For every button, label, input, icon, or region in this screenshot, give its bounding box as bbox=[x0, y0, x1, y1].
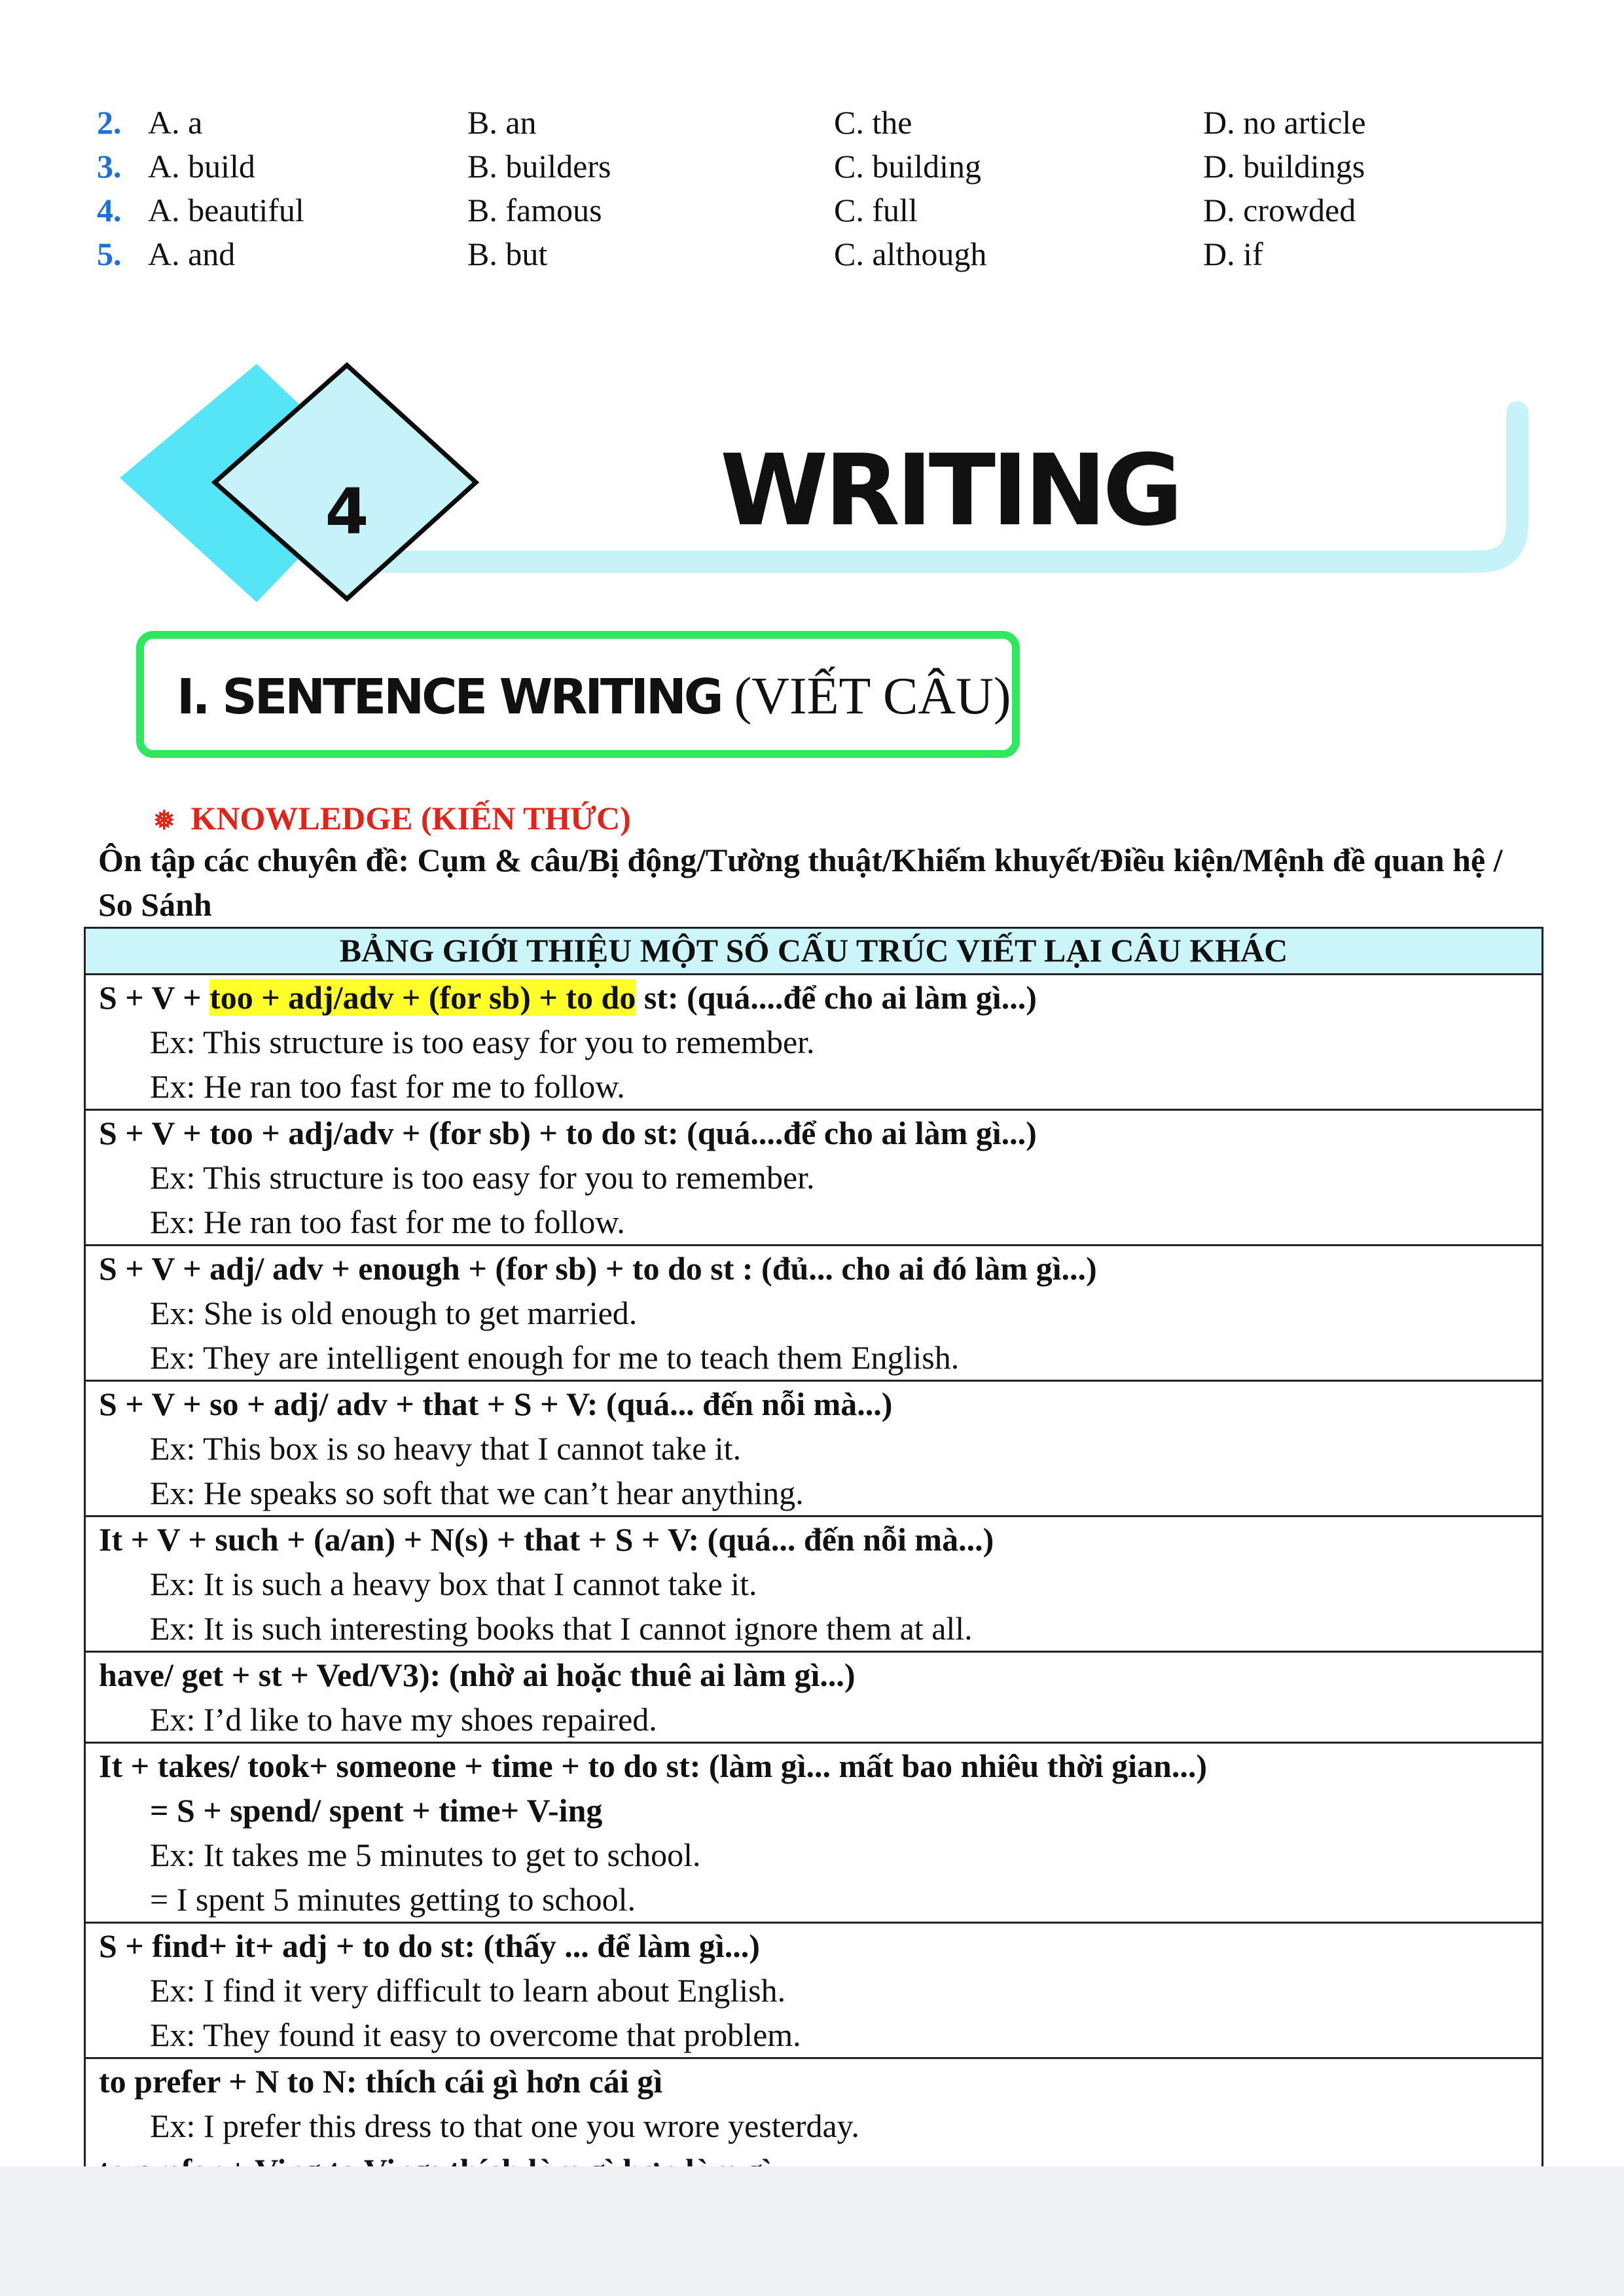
subsection-title-sub: (VIẾT CÂU) bbox=[734, 668, 1011, 725]
table-row bbox=[85, 1110, 1543, 1246]
table-row bbox=[85, 975, 1543, 1110]
example-line: Ex: This box is so heavy that I cannot take it. bbox=[150, 1430, 742, 1467]
question-number: 5. bbox=[97, 236, 122, 272]
flower-bullet-icon: ❅ bbox=[153, 806, 175, 835]
structure-line: S + V + so + adj/ adv + that + S + V: (quá... đến nỗi mà...) bbox=[99, 1386, 893, 1422]
example-line: Ex: He ran too fast for me to follow. bbox=[150, 1204, 625, 1240]
example-line: = I spent 5 minutes getting to school. bbox=[150, 1881, 636, 1918]
option-c: C. although bbox=[834, 236, 987, 272]
example-line: Ex: They found it easy to overcome that problem. bbox=[150, 2017, 801, 2053]
option-d: D. if bbox=[1203, 236, 1263, 272]
structure-line: S + find+ it+ adj + to do st: (thấy ... để làm gì...) bbox=[99, 1928, 760, 1964]
example-line: Ex: He ran too fast for me to follow. bbox=[150, 1068, 625, 1105]
option-b: B. but bbox=[467, 236, 548, 272]
section-number: 4 bbox=[325, 475, 369, 548]
structure-line: to prefer + N to N: thích cái gì hơn cái gì bbox=[99, 2063, 663, 2100]
structure-line: It + takes/ took+ someone + time + to do st: (làm gì... mất bao nhiêu thời gian...) bbox=[99, 1748, 1208, 1784]
knowledge-heading bbox=[153, 797, 631, 842]
knowledge-label: KNOWLEDGE (KIẾN THỨC) bbox=[190, 800, 631, 836]
option-c: C. full bbox=[834, 192, 918, 228]
option-d: D. crowded bbox=[1203, 192, 1356, 228]
example-line: Ex: It is such a heavy box that I cannot take it. bbox=[150, 1566, 757, 1602]
option-row bbox=[0, 145, 1506, 188]
question-number: 3. bbox=[97, 148, 122, 185]
option-a: A. build bbox=[148, 148, 255, 185]
question-number: 4. bbox=[97, 192, 122, 228]
page-bottom-margin bbox=[0, 2166, 1624, 2296]
option-c: C. building bbox=[834, 148, 982, 185]
example-line: Ex: It is such interesting books that I cannot ignore them at all. bbox=[150, 1610, 973, 1647]
table-row bbox=[85, 1381, 1543, 1516]
option-row bbox=[0, 232, 1506, 276]
section-header bbox=[0, 353, 1624, 609]
example-line: Ex: He speaks so soft that we can’t hear anything. bbox=[150, 1475, 804, 1511]
subsection-box bbox=[136, 631, 1020, 758]
example-line: Ex: I’d like to have my shoes repaired. bbox=[150, 1701, 657, 1738]
option-a: A. and bbox=[148, 236, 236, 272]
option-a: A. beautiful bbox=[148, 192, 304, 228]
structure-line: It + V + such + (a/an) + N(s) + that + S + V: (quá... đến nỗi mà...) bbox=[99, 1521, 994, 1558]
option-c: C. the bbox=[834, 104, 912, 141]
subsection-title bbox=[177, 657, 1011, 736]
structure-line: have/ get + st + Ved/V3): (nhờ ai hoặc thuê ai làm gì...) bbox=[99, 1657, 856, 1693]
table-row bbox=[85, 1246, 1543, 1381]
highlighted-text: too + adj/adv + (for sb) + to do bbox=[209, 979, 636, 1016]
question-number: 2. bbox=[97, 104, 122, 141]
example-line: Ex: It takes me 5 minutes to get to school. bbox=[150, 1837, 701, 1873]
example-line: Ex: I prefer this dress to that one you wrore yesterday. bbox=[150, 2108, 859, 2144]
example-line: Ex: They are intelligent enough for me to teach them English. bbox=[150, 1339, 960, 1376]
example-line: Ex: I find it very difficult to learn about English. bbox=[150, 1972, 786, 2009]
structure-line: S + V + too + adj/adv + (for sb) + to do st: (quá....để cho ai làm gì...) bbox=[99, 979, 1037, 1016]
option-a: A. a bbox=[148, 104, 203, 141]
example-line: Ex: She is old enough to get married. bbox=[150, 1295, 638, 1331]
table-row bbox=[85, 1923, 1543, 2058]
structure-line: S + V + too + adj/adv + (for sb) + to do st: (quá....để cho ai làm gì...) bbox=[99, 1115, 1037, 1151]
equivalent-structure-line: = S + spend/ spent + time+ V-ing bbox=[150, 1792, 603, 1829]
subsection-title-main: I. SENTENCE WRITING bbox=[177, 669, 721, 725]
option-row bbox=[0, 101, 1506, 144]
option-d: D. buildings bbox=[1203, 148, 1365, 185]
section-title: WRITING bbox=[720, 434, 1180, 548]
table-row bbox=[85, 1652, 1543, 1743]
intro-text: Ôn tập các chuyên đề: Cụm & câu/Bị động/Tường thuật/Khiếm khuyết/Điều kiện/Mệnh đề quan hệ / So Sánh bbox=[98, 842, 1503, 923]
option-b: B. an bbox=[467, 104, 537, 141]
option-b: B. famous bbox=[467, 192, 602, 228]
table-row bbox=[85, 1516, 1543, 1652]
structure-line: S + V + adj/ adv + enough + (for sb) + to do st : (đủ... cho ai đó làm gì...) bbox=[99, 1250, 1097, 1287]
structures-table bbox=[84, 927, 1543, 2193]
table-row bbox=[85, 1743, 1543, 1923]
example-line: Ex: This structure is too easy for you to remember. bbox=[150, 1024, 815, 1060]
table-header: BẢNG GIỚI THIỆU MỘT SỐ CẤU TRÚC VIẾT LẠI CÂU KHÁC bbox=[85, 928, 1543, 975]
option-row bbox=[0, 188, 1506, 232]
option-d: D. no article bbox=[1203, 104, 1366, 141]
option-b: B. builders bbox=[467, 148, 611, 185]
example-line: Ex: This structure is too easy for you to remember. bbox=[150, 1159, 815, 1196]
